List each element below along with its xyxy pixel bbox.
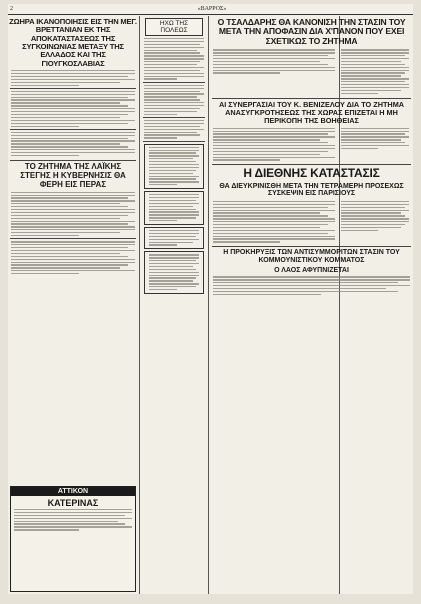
headline-britain: ΖΩΗΡΑ ΙΚΑΝΟΠΟΙΗΣΙΣ ΕΙΣ ΤΗΝ ΜΕΓ. ΒΡΕΤΤΑΝΙΑΝ ΕΚ ΤΗΣ ΑΠΟΚΑΤΑΣΤΑΣΕΩΣ ΤΗΣ ΣΥΓΚΟΙΝΩΝΙΑΣ ΜΕΤΑΞΥ ΤΗΣ ΕΛΛΑΔΟΣ ΚΑΙ ΤΗΣ ΓΙΟΥΓΚΟΣΛΑΒΙΑΣ bbox=[9, 17, 137, 68]
article-body bbox=[11, 132, 135, 156]
small-ad bbox=[144, 227, 204, 249]
article-body bbox=[144, 120, 204, 139]
small-ad bbox=[144, 191, 204, 225]
column-city bbox=[141, 16, 207, 594]
article-body bbox=[213, 49, 335, 73]
article-body bbox=[11, 91, 135, 127]
headline-international: Η ΔΙΕΘΝΗΣ ΚΑΤΑΣΤΑΣΙΣ bbox=[243, 166, 380, 181]
newspaper-page bbox=[8, 4, 413, 594]
headline-venizelos: ΑΙ ΣΥΝΕΡΓΑΣΙΑΙ ΤΟΥ Κ. ΒΕΝΙΖΕΛΟΥ ΔΙΑ ΤΟ ΖΗΤΗΜΑ ΑΝΑΣΥΓΚΡΟΤΗΣΕΩΣ ΤΗΣ ΧΩΡΑΣ ΕΠΙΖΕΤΑΙ Η ΜΗ ΠΕΡΙΚΟΠΗ ΤΗΣ ΒΟΗΘΕΙΑΣ bbox=[218, 99, 405, 125]
headline-proclamation: Η ΠΡΟΚΗΡΥΞΙΣ ΤΩΝ ΑΝΤΙΣΥΜΜΟΡΙΤΩΝ ΣΤΑΣΙΝ ΤΟΥ ΚΟΜΜΟΥΝΙΣΤΙΚΟΥ ΚΟΜΜΑΤΟΣ bbox=[223, 249, 400, 264]
small-ad bbox=[144, 251, 204, 294]
column-main bbox=[210, 16, 413, 594]
cinema-ad bbox=[10, 486, 136, 592]
page-number: 2 bbox=[10, 6, 13, 12]
article-body bbox=[341, 49, 409, 94]
cinema-ad-title: ΑΤΤΙΚΟΝ bbox=[11, 487, 135, 496]
article-body bbox=[213, 201, 335, 243]
article-body bbox=[144, 85, 204, 115]
article-body bbox=[213, 128, 335, 161]
headline-tsaldaris: Ο ΤΣΑΛΔΑΡΗΣ ΘΑ ΚΑΝΟΝΙΣΗ ΤΗΝ ΣΤΑΣΙΝ ΤΟΥ ΜΕΤΑ ΤΗΝ ΑΠΟΦΑΣΙΝ ΔΙΑ Χ'ΠΑΝΟΝ ΠΟΥ ΕΧΕΙ ΣΧΕΤΙΚΩΣ ΤΟ ΖΗΤΗΜΑ bbox=[217, 17, 406, 46]
cinema-ad-name: ΚΑΤΕΡΙΝΑΣ bbox=[47, 498, 99, 508]
article-body bbox=[341, 128, 409, 150]
article-body bbox=[144, 38, 204, 80]
masthead bbox=[8, 4, 413, 15]
box-title: ΗΧΩ ΤΗΣ ΠΟΛΕΩΣ bbox=[145, 18, 203, 36]
column-left bbox=[8, 16, 138, 594]
ad-body bbox=[14, 509, 132, 531]
article-body bbox=[11, 241, 135, 274]
article-body bbox=[341, 201, 409, 231]
article-body bbox=[11, 70, 135, 86]
headline-housing: ΤΟ ΖΗΤΗΜΑ ΤΗΣ ΛΑΪΚΗΣ ΣΤΕΓΗΣ Η ΚΥΒΕΡΝΗΣΙΣ ΘΑ ΦΕΡΗ ΕΙΣ ΠΕΡΑΣ bbox=[20, 162, 126, 189]
article-body bbox=[11, 192, 135, 237]
headline-proclamation-sub: Ο ΛΑΟΣ ΑΦΥΠΝΙΖΕΤΑΙ bbox=[274, 266, 349, 274]
newspaper-name: «ΒΑΡΡΟΣ» bbox=[197, 6, 227, 12]
headline-international-sub: ΘΑ ΔΙΕΥΚΡΙΝΙΣΘΗ ΜΕΤΑ ΤΗΝ ΤΕΤΡΑΜΕΡΗ ΠΡΟΣΕΧΩΣ ΣΥΣΚΕΨΙΝ ΕΙΣ ΠΑΡΙΣΙΟΥΣ bbox=[219, 182, 404, 198]
article-body bbox=[213, 276, 410, 295]
small-ad bbox=[144, 144, 204, 189]
